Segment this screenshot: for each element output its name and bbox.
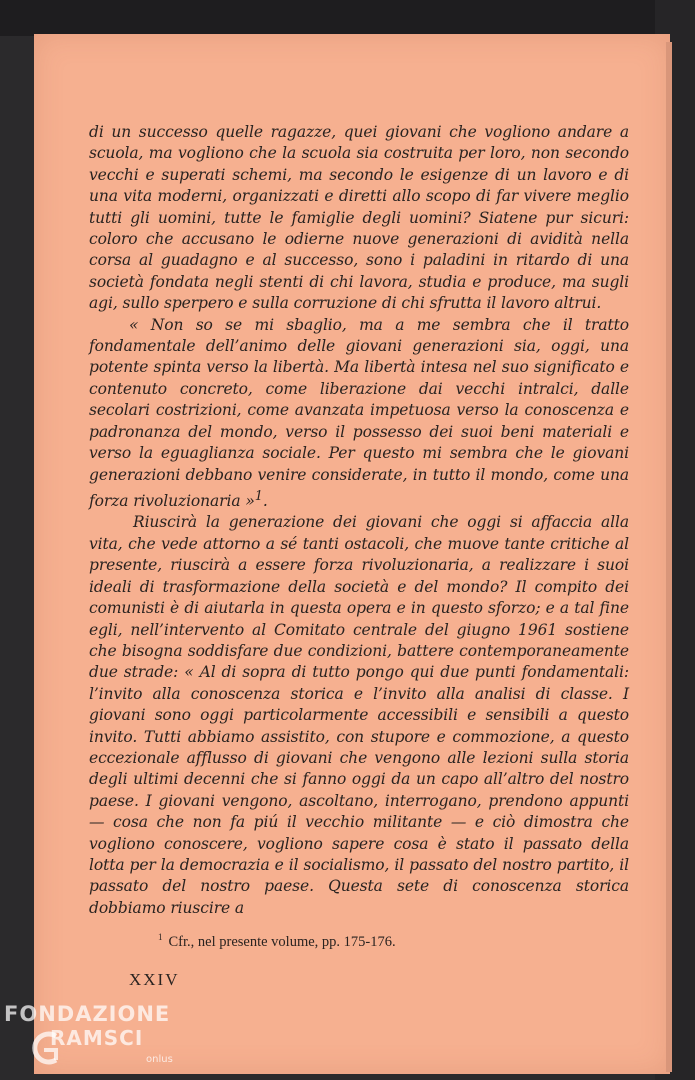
paragraph-text: di un successo quelle ragazze, quei giovani che vogliono andare a scuola, ma vogliono che la scuola sia costruita per loro, non secondo vecchi e superati schemi, ma secondo le esigenze di un lavoro e di una vita moderni, organizzati e diretti allo scopo di far vivere meglio tutti gli uomini, tutte le famiglie degli uomini? Siatene pur sicuri: coloro che accusano le odierne nuove generazioni di avidità nella corsa al guadagno e al successo, sono i paladini in ritardo di una società fondata negli stenti di chi lavora, studia e produce, ma sugli agi, sullo sperpero e sulla corruzione di chi sfrutta il lavoro altrui.	[89, 123, 629, 313]
paragraph-end-punctuation: .	[262, 492, 268, 511]
watermark	[4, 1000, 204, 1076]
paragraph-continuation	[89, 122, 629, 315]
watermark-subtitle: onlus	[146, 1054, 173, 1065]
scan-top-border	[0, 0, 695, 36]
paragraph-indented	[89, 512, 629, 919]
watermark-line1: FONDAZIONE	[4, 1002, 171, 1026]
body-text	[89, 122, 629, 919]
watermark-line2: RAMSCI	[50, 1026, 144, 1050]
page-number: XXIV	[129, 970, 180, 989]
page-edge-shadow	[666, 42, 672, 1072]
footnote-number: 1	[158, 932, 163, 942]
paragraph-text: Riuscirà la generazione dei giovani che oggi si affaccia alla vita, che vede attorno a sé tanti ostacoli, che muove tante critiche al presente, riuscirà a essere forza rivoluzionaria, a realizzare i suoi ideali di trasformazione della società e del mondo? Il compito dei comunisti è di aiutarla in questa opera e in questo sforzo; e a tal fine egli, nell’intervento al Comitato centrale del giugno 1961 sostiene che bisogna soddisfare due condizioni, battere contemporaneamente due strade: « Al di sopra di tutto pongo qui due punti fondamentali: l’invito alla conoscenza storica e l’invito alla analisi di classe. I giovani sono oggi particolarmente accessibili e sensibili a questo invito. Tutti abbiamo assistito, con stupore e commozione, a questo eccezionale afflusso di giovani che vengono alle lezioni sulla storia degli ultimi decenni che si fanno oggi da un capo all’altro del nostro paese. I giovani vengono, ascoltano, interrogano, prendono appunti — cosa che non fa piú il vecchio militante — e ciò dimostra che vogliono conoscere, vogliono sapere cosa è stato il passato della lotta per la democrazia e il socialismo, il passato del nostro partito, il passato del nostro paese. Questa sete di conoscenza storica dobbiamo riuscire a	[89, 513, 629, 917]
footnote-text: Cfr., nel presente volume, pp. 175-176.	[168, 933, 396, 950]
paragraph-text: « Non so se mi sbaglio, ma a me sembra che il tratto fondamentale dell’animo delle giovani generazioni sia, oggi, una potente spinta verso la libertà. Ma libertà intesa nel suo significato e contenuto concreto, come liberazione dai vecchi intralci, dalle secolari costrizioni, come avanzata impetuosa verso la conoscenza e padronanza del mondo, verso il possesso dei suoi beni materiali e verso la eguaglianza sociale. Per questo mi sembra che le giovani generazioni debbano venire considerate, in tutto il mondo, come una forza rivoluzionaria »	[89, 315, 629, 511]
footnote	[158, 932, 396, 951]
footnote-reference: 1	[254, 488, 263, 504]
paragraph-quote	[89, 315, 629, 513]
